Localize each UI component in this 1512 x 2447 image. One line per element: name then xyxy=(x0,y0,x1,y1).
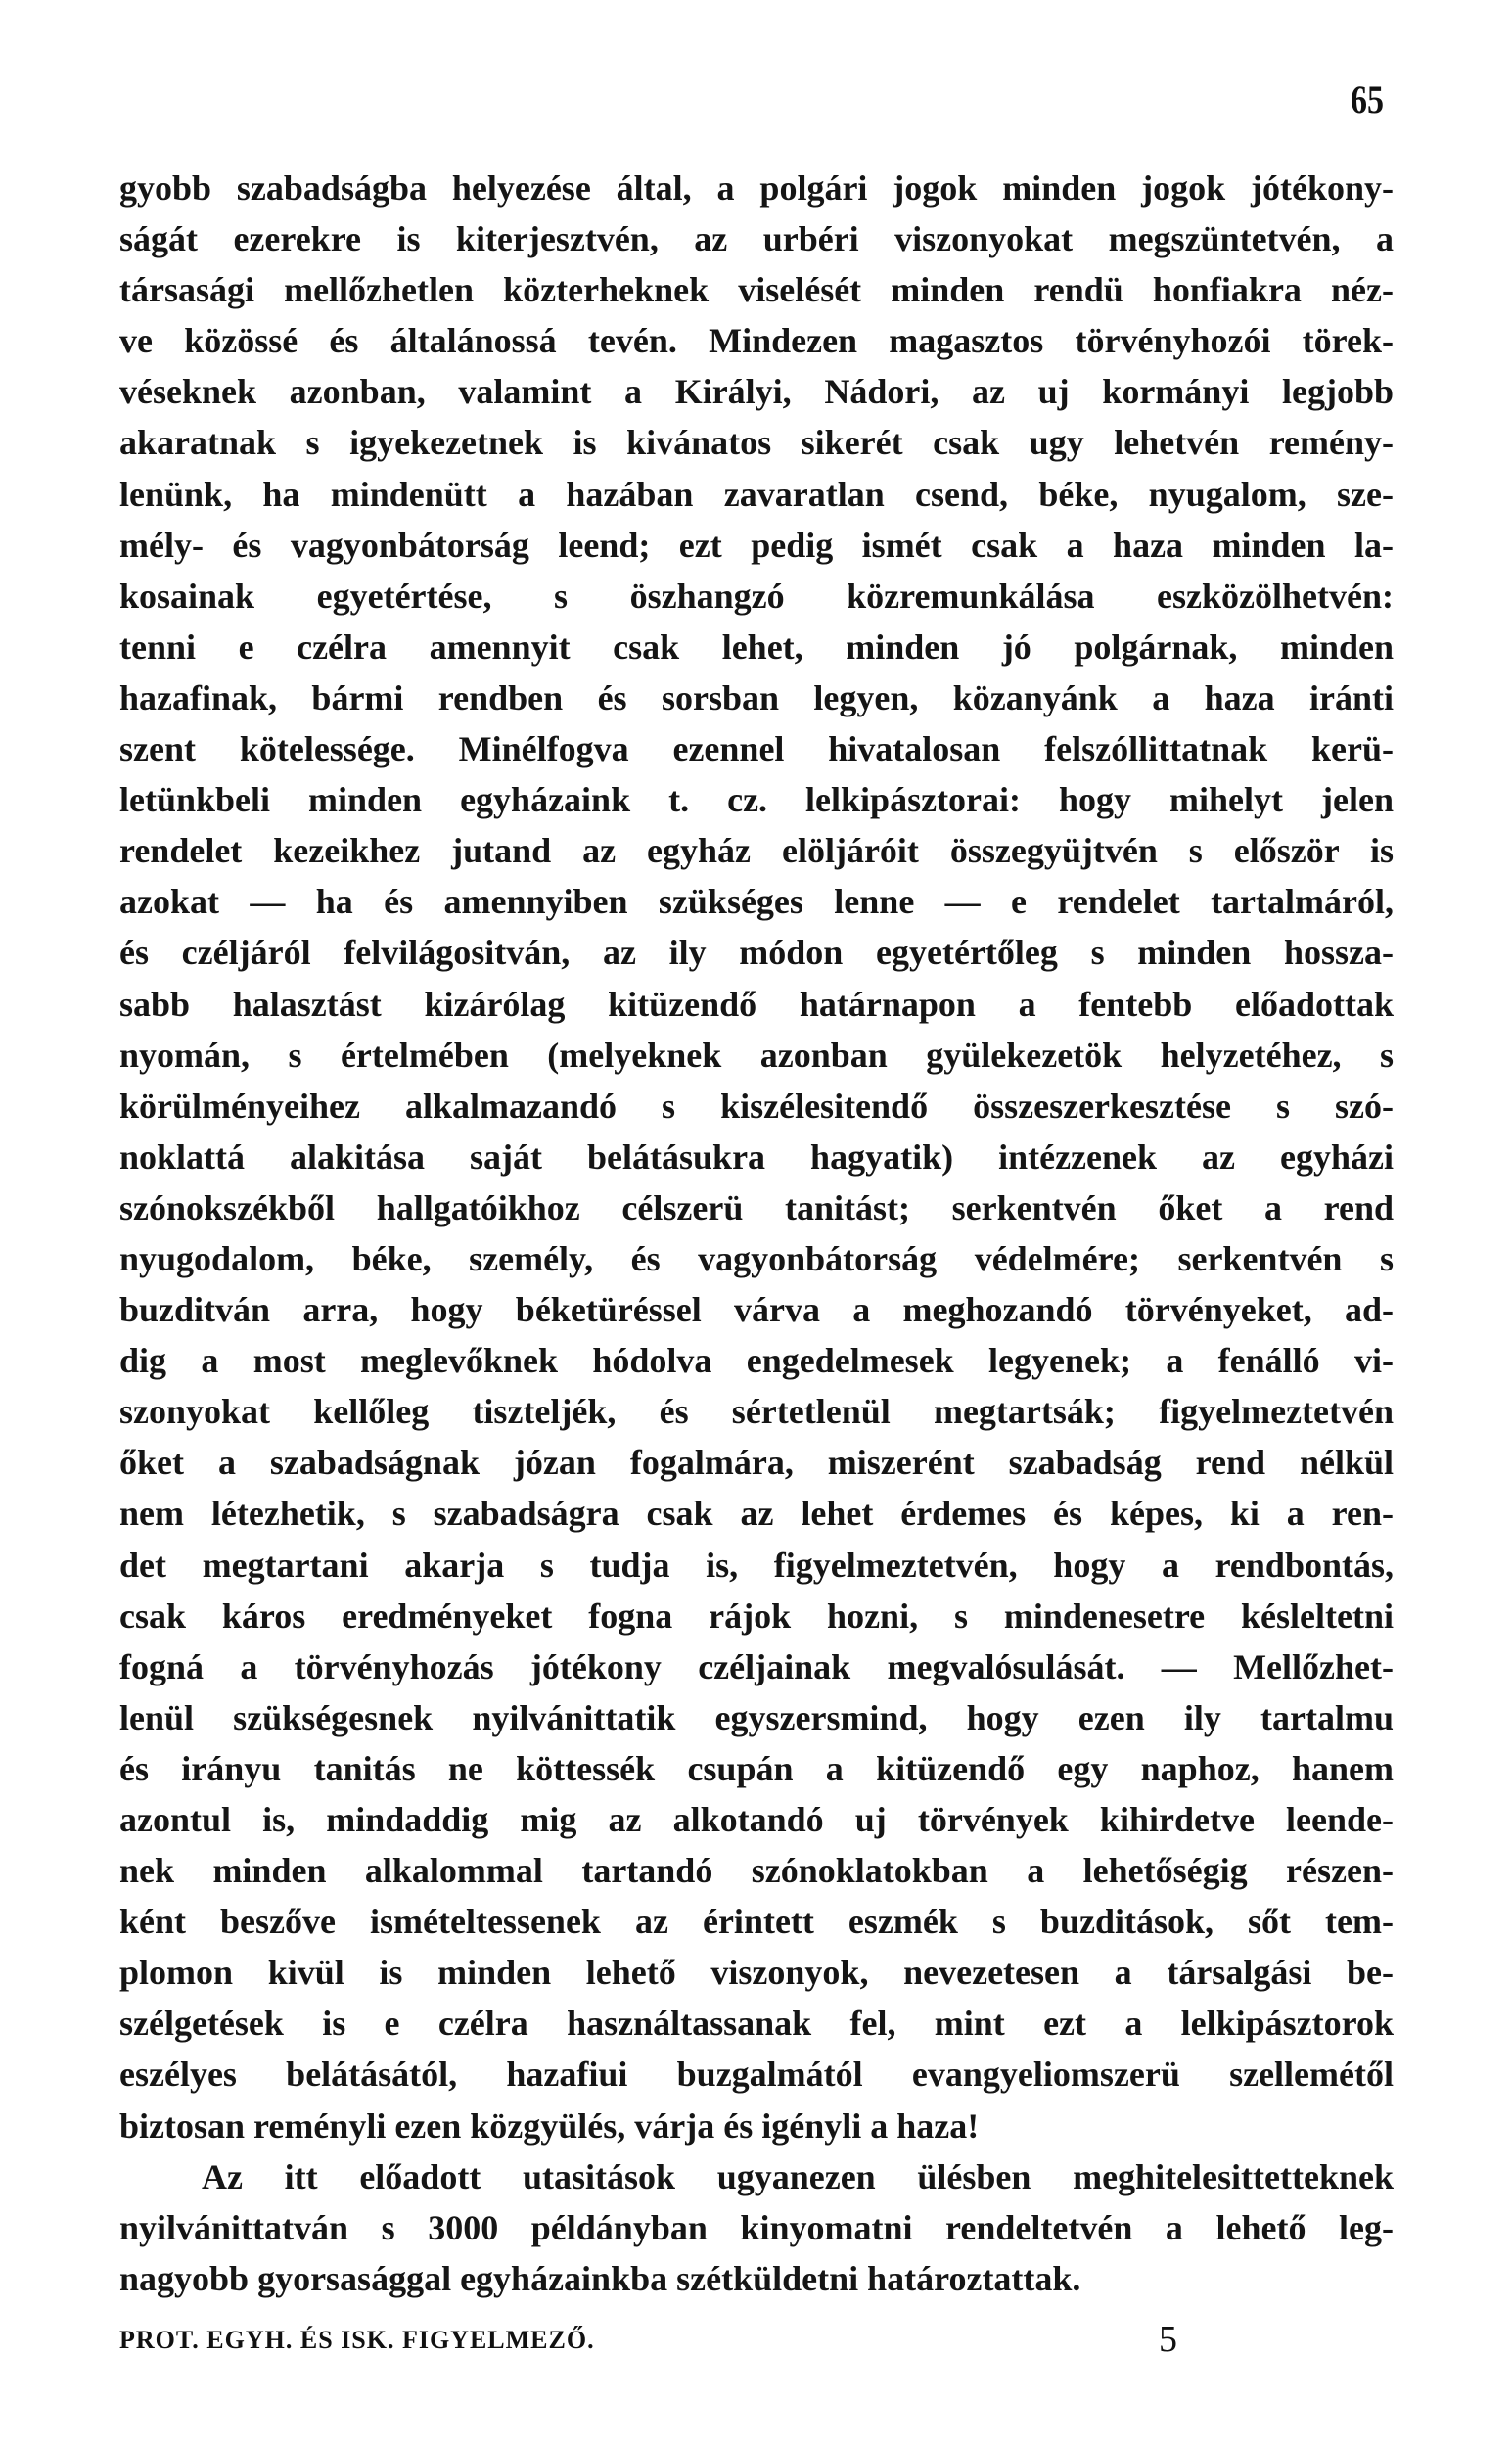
text-line: gyobb szabadságba helyezése által, a polgári jogok minden jogok jótékony- xyxy=(119,168,1394,208)
text-line: és czéljáról felvilágositván, az ily módon egyetértőleg s minden hossza- xyxy=(119,933,1394,973)
text-line: nek minden alkalommal tartandó szónoklatokban a lehetőségig részen- xyxy=(119,1851,1394,1891)
text-line: plomon kivül is minden lehető viszonyok, nevezetesen a társalgási be- xyxy=(119,1953,1394,1993)
text-line: nem létezhetik, s szabadságra csak az lehet érdemes és képes, ki a ren- xyxy=(119,1494,1394,1534)
text-line: nyilvánittatván s 3000 példányban kinyomatni rendeltetvén a lehető leg- xyxy=(119,2207,1394,2247)
text-line: lenül szükségesnek nyilvánittatik egyszersmind, hogy ezen ily tartalmu xyxy=(119,1697,1394,1737)
text-line: tenni e czélra amennyit csak lehet, minden jó polgárnak, minden xyxy=(119,626,1394,667)
text-line: akaratnak s igyekezetnek is kivánatos sikerét csak ugy lehetvén remény- xyxy=(119,423,1394,463)
text-line: buzditván arra, hogy béketüréssel várva a meghozandó törvényeket, ad- xyxy=(119,1290,1394,1330)
text-line: szonyokat kellőleg tiszteljék, és sértetlenül megtartsák; figyelmeztetvén xyxy=(119,1392,1394,1432)
text-line: szónokszékből hallgatóikhoz célszerü tanitást; serkentvén őket a rend xyxy=(119,1187,1394,1227)
paragraph xyxy=(119,2151,1394,2304)
text-line: csak káros eredményeket fogna rájok hozni, s mindenesetre késleltetni xyxy=(119,1595,1394,1636)
text-line: lenünk, ha mindenütt a hazában zavaratlan csend, béke, nyugalom, sze- xyxy=(119,474,1394,514)
text-line: dig a most meglevőknek hódolva engedelmesek legyenek; a fenálló vi- xyxy=(119,1341,1394,1381)
journal-title: PROT. EGYH. ÉS ISK. FIGYELMEZŐ. xyxy=(119,2326,595,2354)
body-text xyxy=(119,162,1394,2304)
text-line: társasági mellőzhetlen közterheknek viselését minden rendü honfiakra néz- xyxy=(119,270,1394,310)
text-line: nagyobb gyorsasággal egyházainkba szétküldetni határoztattak. xyxy=(119,2258,1081,2298)
text-line: azontul is, mindaddig mig az alkotandó uj törvények kihirdetve leende- xyxy=(119,1800,1394,1839)
text-line: noklattá alakitása saját belátásukra hagyatik) intézzenek az egyházi xyxy=(119,1136,1394,1177)
signature-mark: 5 xyxy=(1159,2319,1177,2360)
text-line: azokat — ha és amennyiben szükséges lenne — e rendelet tartalmáról, xyxy=(119,882,1394,922)
text-line: eszélyes belátásától, hazafiui buzgalmától evangyeliomszerü szellemétől xyxy=(119,2055,1394,2095)
text-line: szélgetések is e czélra használtassanak fel, mint ezt a lelkipásztorok xyxy=(119,2004,1394,2044)
text-line: ként beszőve ismételtessenek az érintett eszmék s buzditások, sőt tem- xyxy=(119,1902,1394,1942)
text-line: letünkbeli minden egyházaink t. cz. lelkipásztorai: hogy mihelyt jelen xyxy=(119,780,1394,820)
text-line: biztosan reményli ezen közgyülés, várja és igényli a haza! xyxy=(119,2105,980,2146)
text-line: hazafinak, bármi rendben és sorsban legyen, közanyánk a haza iránti xyxy=(119,677,1394,717)
text-line: fogná a törvényhozás jótékony czéljainak megvalósulását. — Mellőzhet- xyxy=(119,1646,1394,1686)
paragraph xyxy=(119,162,1394,2151)
text-line: véseknek azonban, valamint a Királyi, Nádori, az uj kormányi legjobb xyxy=(119,372,1394,412)
page-number: 65 xyxy=(1351,77,1384,121)
text-line: kosainak egyetértése, s öszhangzó közremunkálása eszközölhetvén: xyxy=(119,576,1394,616)
text-line: rendelet kezeikhez jutand az egyház elöljáróit összegyüjtvén s először is xyxy=(119,831,1394,871)
text-line: Az itt előadott utasitások ugyanezen ülésben meghitelesittetteknek xyxy=(202,2156,1394,2196)
text-line: nyomán, s értelmében (melyeknek azonban gyülekezetök helyzetéhez, s xyxy=(119,1035,1394,1075)
text-line: ságát ezerekre is kiterjesztvén, az urbéri viszonyokat megszüntetvén, a xyxy=(119,219,1394,259)
text-line: és irányu tanitás ne köttessék csupán a kitüzendő egy naphoz, hanem xyxy=(119,1748,1394,1788)
text-line: mély- és vagyonbátorság leend; ezt pedig ismét csak a haza minden la- xyxy=(119,525,1394,565)
text-line: nyugodalom, béke, személy, és vagyonbátorság védelmére; serkentvén s xyxy=(119,1238,1394,1278)
text-line: szent kötelessége. Minélfogva ezennel hivatalosan felszóllittatnak kerü- xyxy=(119,729,1394,769)
page-footer xyxy=(119,2318,1394,2360)
text-line: sabb halasztást kizárólag kitüzendő határnapon a fentebb előadottak xyxy=(119,984,1394,1024)
text-line: ve közössé és általánossá tevén. Mindezen magasztos törvényhozói törek- xyxy=(119,321,1394,361)
text-line: őket a szabadságnak józan fogalmára, miszerént szabadság rend nélkül xyxy=(119,1443,1394,1483)
text-line: det megtartani akarja s tudja is, figyelmeztetvén, hogy a rendbontás, xyxy=(119,1545,1394,1585)
text-line: körülményeihez alkalmazandó s kiszélesitendő összeszerkesztése s szó- xyxy=(119,1085,1394,1126)
